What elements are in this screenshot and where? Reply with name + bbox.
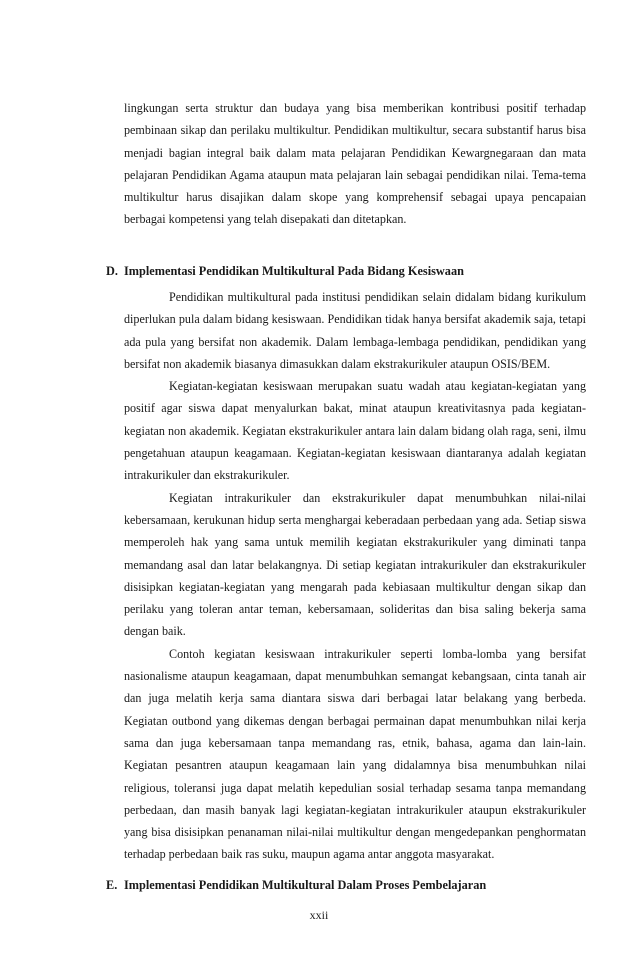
intro-paragraph-block [124, 97, 586, 231]
section-d-title: Implementasi Pendidikan Multikultural Pada Bidang Kesiswaan [124, 264, 464, 278]
section-d-paragraph-3: Kegiatan intrakurikuler dan ekstrakurikuler dapat menumbuhkan nilai-nilai kebersamaan, kerukunan hidup serta menghargai keberadaan perbedaan yang ada. Setiap siswa memperoleh hak yang sama untuk memilih kegiatan ekstrakurikuler yang diminati tanpa memandang asal dan latar belakangnya. Di setiap kegiatan intrakurikuler dan ekstrakurikuler disisipkan kegiatan-kegiatan yang mengarah pada kebiasaan multikultur dengan sikap dan perilaku yang toleran antar teman, kebersamaan, solideritas dan bisa saling bekerja sama dengan baik. [124, 490, 586, 639]
section-e-heading [106, 876, 596, 894]
section-d-letter: D. [106, 264, 118, 278]
section-d-heading [106, 262, 596, 280]
section-d-paragraph-2: Kegiatan-kegiatan kesiswaan merupakan suatu wadah atau kegiatan-kegiatan yang positif agar siswa dapat menyalurkan bakat, minat ataupun kreativitasnya pada kegiatan-kegiatan non akademik. Kegiatan ekstrakurikuler antara lain dalam bidang olah raga, seni, ilmu pengetahuan ataupun keagamaan. Kegiatan-kegiatan kesiswaan diantaranya adalah kegiatan intrakurikuler dan ekstrakurikuler. [124, 379, 586, 483]
section-d-paragraph-1: Pendidikan multikultural pada institusi pendidikan selain didalam bidang kurikulum diperlukan pula dalam bidang kesiswaan. Pendidikan tidak hanya bersifat akademik saja, tetapi ada pula yang bersifat non akademik. Dalam lembaga-lembaga pendidikan, pendidikan yang bersifat non akademik biasanya dimasukkan dalam ekstrakurikuler ataupun OSIS/BEM. [124, 290, 586, 371]
section-e-letter: E. [106, 878, 118, 892]
intro-paragraph: lingkungan serta struktur dan budaya yang bisa memberikan kontribusi positif terhadap pembinaan sikap dan perilaku multikultur. Pendidikan multikultur, secara substantif harus bisa menjadi bagian integral baik dalam mata pelajaran Pendidikan Kewargnegaraan dan mata pelajaran Pendidikan Agama ataupun mata pelajaran lain sebagai pendidikan nilai. Tema-tema multikultur harus disajikan dalam skope yang komprehensif sebagai upaya pencapaian berbagai kompetensi yang telah disepakati dan ditetapkan. [124, 101, 586, 227]
section-d-body [124, 286, 586, 866]
section-d-paragraph-4: Contoh kegiatan kesiswaan intrakurikuler seperti lomba-lomba yang bersifat nasionalisme ataupun keagamaan, dapat menumbuhkan semangat kebangsaan, cinta tanah air dan juga melatih kerja sama diantara siswa dari berbagai latar belakang yang berbeda. Kegiatan outbond yang dikemas dengan berbagai permainan dapat menumbuhkan nilai kerja sama dan juga kebersamaan tanpa memandang ras, etnik, bahasa, agama dan lain-lain. Kegiatan pesantren ataupun keagamaan lain yang didalamnya bisa menumbuhkan nilai religious, toleransi juga dapat melatih kepedulian sosial terhadap sesama tanpa memandang perbedaan, dan masih banyak lagi kegiatan-kegiatan intrakurikuler ataupun ekstrakurikuler yang bisa disisipkan penanaman nilai-nilai multikultur dengan mengedepankan penghormatan terhadap perbedaan baik ras suku, maupun agama antar anggota masyarakat. [124, 646, 586, 862]
section-e-title: Implementasi Pendidikan Multikultural Dalam Proses Pembelajaran [124, 878, 487, 892]
page-number: xxii [309, 908, 329, 922]
